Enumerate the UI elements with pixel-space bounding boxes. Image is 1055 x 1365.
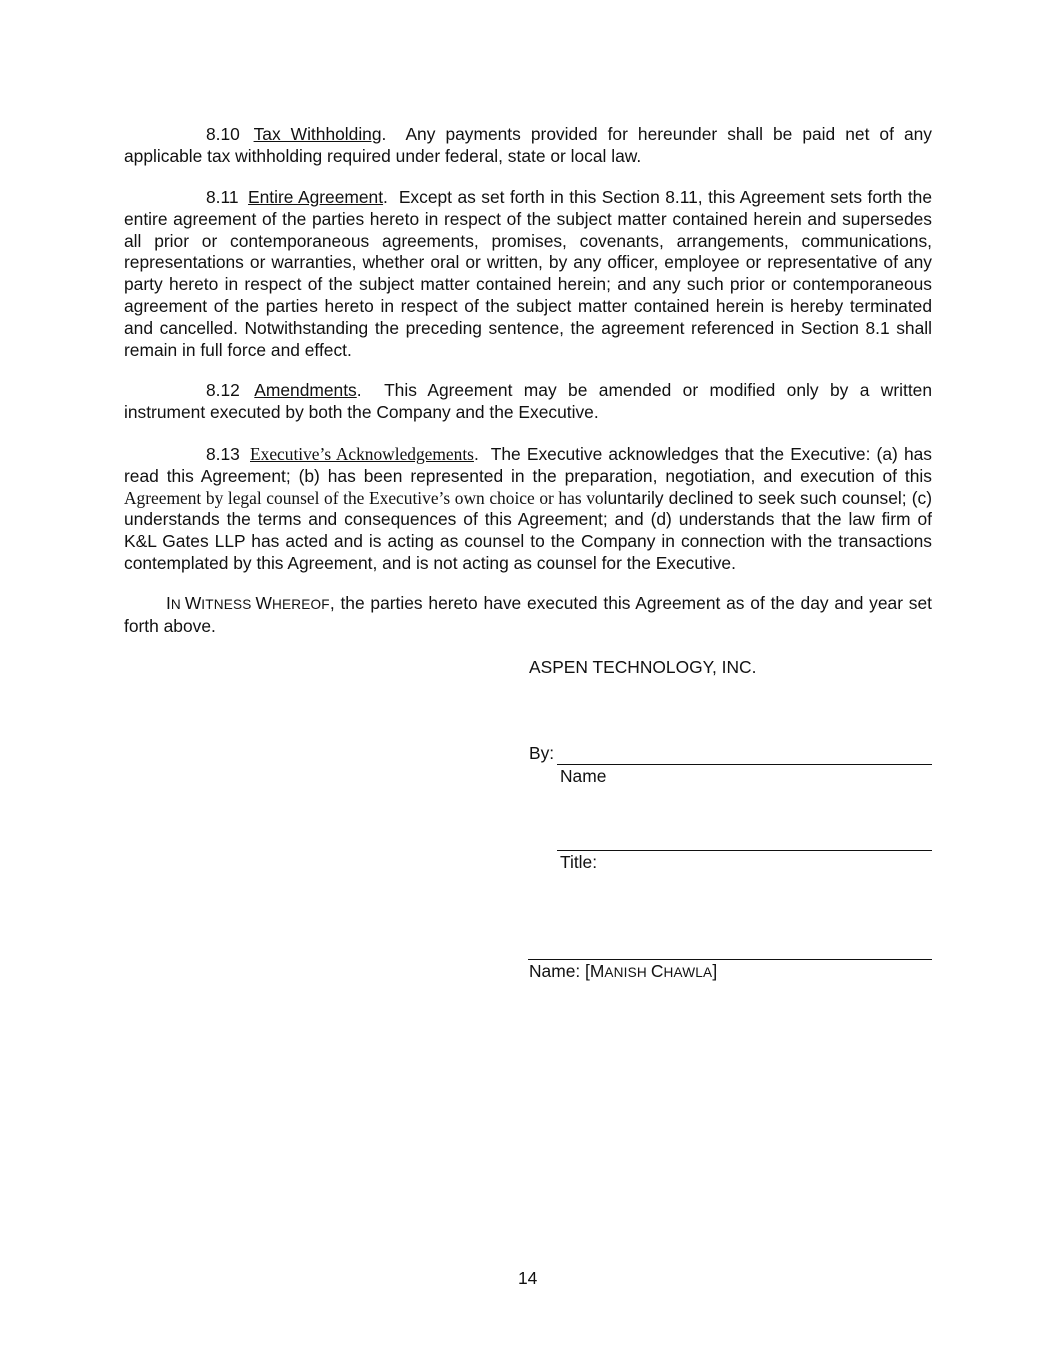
section-heading: Tax Withholding [253,124,382,144]
section-number: 8.11 [206,187,239,207]
by-label: By: [529,743,555,763]
witness-lead: IN WITNESS WHEREOF [166,593,330,613]
title-label: Title: [560,852,598,872]
section-number: 8.10 [206,124,240,144]
section-text-continued: luntarily declined to seek such counsel; (c) understands the terms and consequences of this Agreement; and (d) understands that the law firm of K&L Gates LLP has acted and is acting as counsel to the Company in connection with the transactions contemplated by this Agreement, and is not acting as counsel for the Executive. [124,487,932,573]
title-line [557,850,932,851]
section-number: 8.13 [206,444,240,464]
name-label: Name [560,766,607,786]
section-text-serif: Agreement by legal counsel of the Executive’s own choice or has vo [124,487,604,508]
section-text: Any payments provided for hereunder shall be paid net of any applicable tax withholding required under federal, state or local law. [124,124,932,166]
section-text: This Agreement may be amended or modified only by a written instrument executed by both the Company and the Executive. [124,380,932,422]
witness-clause [124,593,932,638]
section-8-12: 8.12 Amendments. This Agreement may be amended or modified only by a written instrument executed by both the Company and the Executive. [124,380,932,422]
section-8-11: 8.11 Entire Agreement. Except as set forth in this Section 8.11, this Agreement sets forth the entire agreement of the parties hereto in respect of the subject matter contained herein and supersedes all prior or contemporaneous agreements, promises, covenants, arrangements, communications, representations or warranties, whether oral or written, by any officer, employee or representative of any party hereto in respect of the subject matter contained herein; and any such prior or contemporaneous agreement of the parties hereto in respect of the subject matter contained herein is hereby terminated and cancelled. Notwithstanding the preceding sentence, the agreement referenced in Section 8.1 shall remain in full force and effect. [124,187,932,360]
page-number: 14 [518,1268,538,1288]
company-name: ASPEN TECHNOLOGY, INC. [529,657,757,677]
section-heading: Amendments [254,380,357,400]
section-number: 8.12 [206,380,240,400]
executive-name: Name: [MANISH CHAWLA] [529,961,718,981]
signature-line-executive [528,959,932,960]
witness-text: , the parties hereto have executed this Agreement as of the day and year set forth above. [124,593,932,636]
section-8-13: 8.13 Executive’s Acknowledgements. The Executive acknowledges that the Executive: (a) has read this Agreement; (b) has been represented in the preparation, negotiation, and execution of this Agreement by legal counsel of the Executive’s own choice or has voluntarily declined to seek such counsel; (c) understands the terms and consequences of this Agreement; and (d) understands that the law firm of K&L Gates LLP has acted and is acting as counsel to the Company in connection with the transactions contemplated by this Agreement, and is not acting as counsel for the Executive. [124,444,932,573]
section-8-10: 8.10 Tax Withholding. Any payments provided for hereunder shall be paid net of any applicable tax withholding required under federal, state or local law. [124,124,932,166]
signature-line-company [557,764,932,765]
section-text: The Executive acknowledges that the Executive: (a) has read this Agreement; (b) has been represented in the preparation, negotiation, and execution of this [124,444,932,486]
section-heading: Executive’s Acknowledgements [250,444,474,464]
section-text: Except as set forth in this Section 8.11, this Agreement sets forth the entire agreement of the parties hereto in respect of the subject matter contained herein and supersedes all prior or contemporaneous agreements, promises, covenants, arrangements, communications, representations or warranties, whether oral or written, by any officer, employee or representative of any party hereto in respect of the subject matter contained herein; and any such prior or contemporaneous agreement of the parties hereto in respect of the subject matter contained herein is hereby terminated and cancelled. Notwithstanding the preceding sentence, the agreement referenced in Section 8.1 shall remain in full force and effect. [124,187,932,360]
section-heading: Entire Agreement [248,187,384,207]
